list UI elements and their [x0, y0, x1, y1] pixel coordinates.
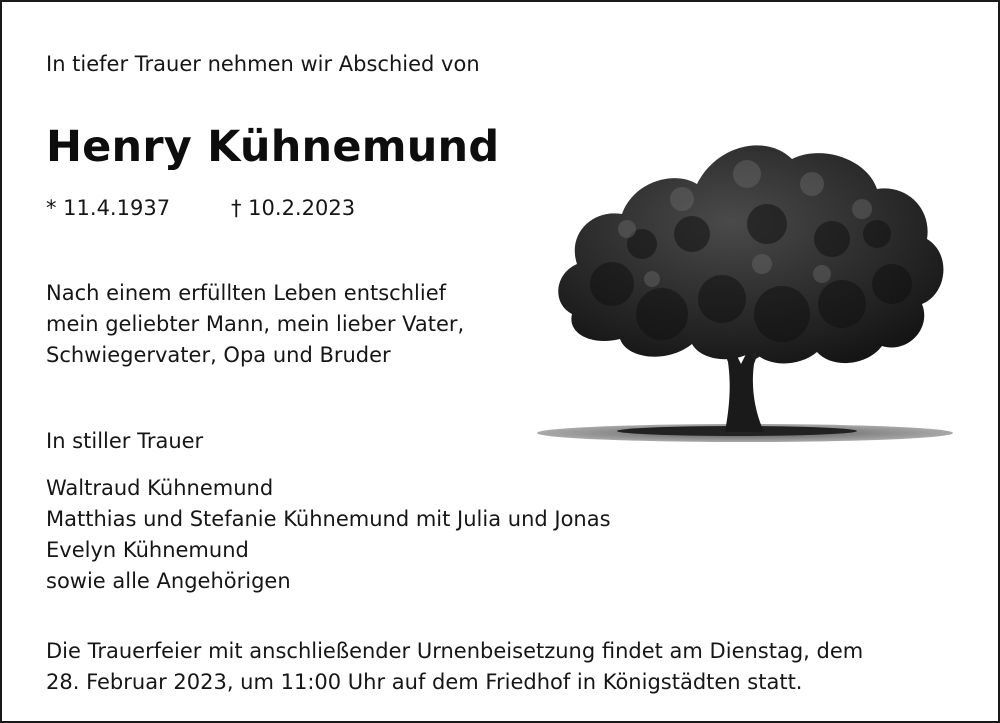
- deceased-name: Henry Kühnemund: [46, 122, 500, 172]
- intro-text: In tiefer Trauer nehmen wir Abschied von: [46, 52, 480, 76]
- message-line: mein geliebter Mann, mein lieber Vater,: [46, 312, 465, 336]
- funeral-announcement: [46, 636, 863, 698]
- mourning-heading: In stiller Trauer: [46, 429, 204, 453]
- family-member: sowie alle Angehörigen: [46, 569, 291, 593]
- farewell-message: [46, 278, 464, 371]
- family-member: Matthias und Stefanie Kühnemund mit Julia und Jonas: [46, 507, 611, 531]
- announcement-line: 28. Februar 2023, um 11:00 Uhr auf dem Friedhof in Königstädten statt.: [46, 670, 803, 694]
- announcement-line: Die Trauerfeier mit anschließender Urnenbeisetzung findet am Dienstag, dem: [46, 639, 864, 663]
- tree-illustration-icon: [532, 114, 957, 449]
- message-line: Nach einem erfüllten Leben entschlief: [46, 281, 447, 305]
- family-member: Waltraud Kühnemund: [46, 476, 274, 500]
- family-list: [46, 473, 611, 597]
- message-line: Schwiegervater, Opa und Bruder: [46, 343, 391, 367]
- death-date: † 10.2.2023: [231, 196, 356, 220]
- family-member: Evelyn Kühnemund: [46, 538, 249, 562]
- birth-date: * 11.4.1937: [46, 196, 171, 220]
